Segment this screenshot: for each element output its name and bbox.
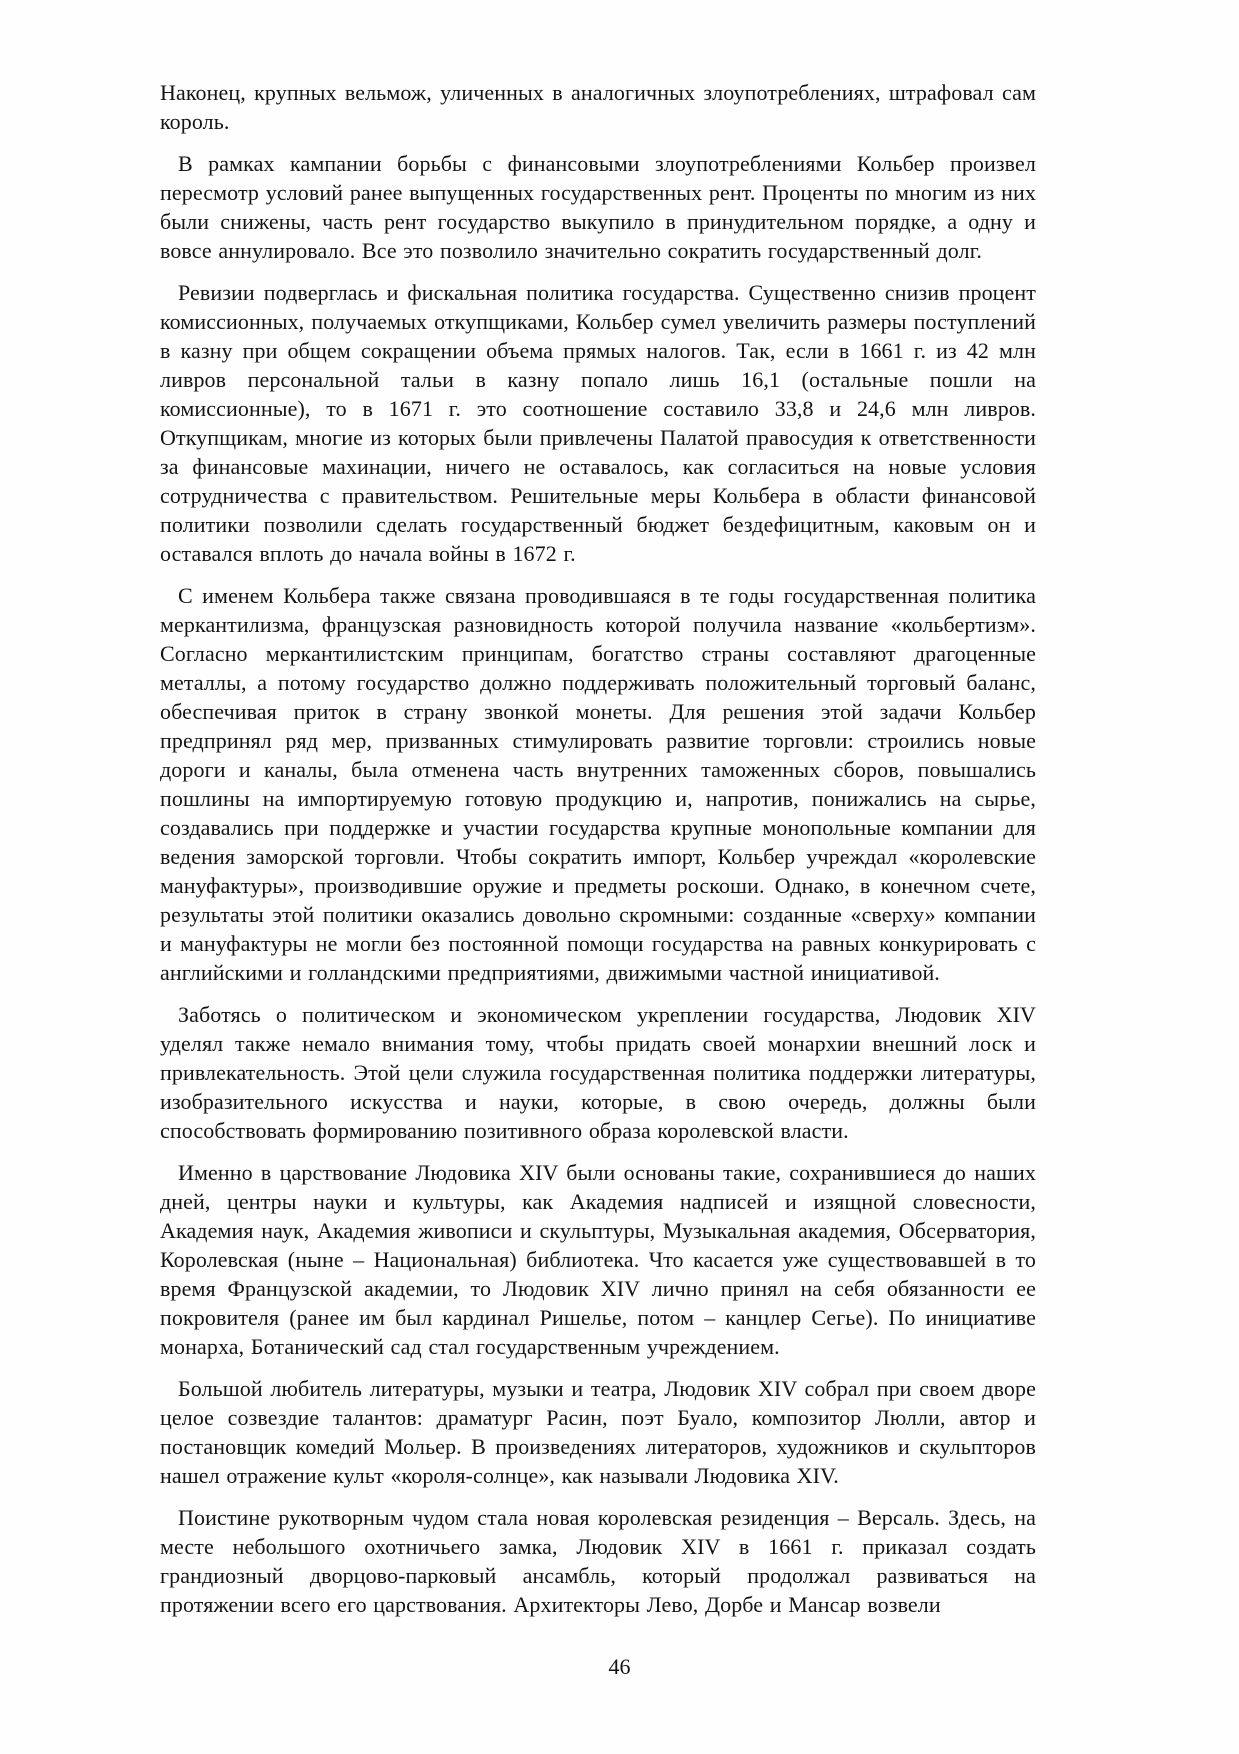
paragraph: В рамках кампании борьбы с финансовыми злоупотреблениями Кольбер произвел пересмотр условий ранее выпущенных государственных рент. Проценты по многим из них были снижены, часть рент государство выкупило в принудительном порядке, а одну и вовсе аннулировало. Все это позволило значительно сократить государственный долг. xyxy=(160,151,1036,263)
page-number: 46 xyxy=(608,1654,631,1679)
paragraph: Именно в царствование Людовика XIV были основаны такие, сохранившиеся до наших дней, центры науки и культуры, как Академия надписей и изящной словесности, Академия наук, Академия живописи и скульптуры, Музыкальная академия, Обсерватория, Королевская (ныне – Национальная) библиотека. Что касается уже существовавшей в то время Французской академии, то Людовик XIV лично принял на себя обязанности ее покровителя (ранее им был кардинал Ришелье, потом – канцлер Сегье). По инициативе монарха, Ботанический сад стал государственным учреждением. xyxy=(160,1160,1036,1359)
text-block xyxy=(160,78,1036,1632)
paragraph: Поистине рукотворным чудом стала новая королевская резиденция – Версаль. Здесь, на месте небольшого охотничьего замка, Людовик XIV в 1661 г. приказал создать грандиозный дворцово-парковый ансамбль, который продолжал развиваться на протяжении всего его царствования. Архитекторы Лево, Дорбе и Мансар возвели xyxy=(160,1505,1036,1617)
paragraph: Заботясь о политическом и экономическом укреплении государства, Людовик XIV уделял также немало внимания тому, чтобы придать своей монархии внешний лоск и привлекательность. Этой цели служила государственная политика поддержки литературы, изобразительного искусства и науки, которые, в свою очередь, должны были способствовать формированию позитивного образа королевской власти. xyxy=(160,1002,1036,1143)
paragraph: С именем Кольбера также связана проводившаяся в те годы государственная политика меркантилизма, французская разновидность которой получила название «кольбертизм». Согласно меркантилистским принципам, богатство страны составляют драгоценные металлы, а потому государство должно поддерживать положительный торговый баланс, обеспечивая приток в страну звонкой монеты. Для решения этой задачи Кольбер предпринял ряд мер, призванных стимулировать развитие торговли: строились новые дороги и каналы, была отменена часть внутренних таможенных сборов, повышались пошлины на импортируемую готовую продукцию и, напротив, понижались на сырье, создавались при поддержке и участии государства крупные монопольные компании для ведения заморской торговли. Чтобы сократить импорт, Кольбер учреждал «королевские мануфактуры», производившие оружие и предметы роскоши. Однако, в конечном счете, результаты этой политики оказались довольно скромными: созданные «сверху» компании и мануфактуры не могли без постоянной помощи государства на равных конкурировать с английскими и голландскими предприятиями, движимыми частной инициативой. xyxy=(160,583,1036,985)
paragraph: Ревизии подверглась и фискальная политика государства. Существенно снизив процент комиссионных, получаемых откупщиками, Кольбер сумел увеличить размеры поступлений в казну при общем сокращении объема прямых налогов. Так, если в 1661 г. из 42 млн ливров персональной тальи в казну попало лишь 16,1 (остальные пошли на комиссионные), то в 1671 г. это соотношение составило 33,8 и 24,6 млн ливров. Откупщикам, многие из которых были привлечены Палатой правосудия к ответственности за финансовые махинации, ничего не оставалось, как согласиться на новые условия сотрудничества с правительством. Решительные меры Кольбера в области финансовой политики позволили сделать государственный бюджет бездефицитным, каковым он и оставался вплоть до начала войны в 1672 г. xyxy=(160,280,1036,566)
paragraph: Большой любитель литературы, музыки и театра, Людовик XIV собрал при своем дворе целое созвездие талантов: драматург Расин, поэт Буало, композитор Люлли, автор и постановщик комедий Мольер. В произведениях литераторов, художников и скульпторов нашел отражение культ «короля-солнце», как называли Людовика XIV. xyxy=(160,1376,1036,1488)
paragraph: Наконец, крупных вельмож, уличенных в аналогичных злоупотреблениях, штрафовал сам король. xyxy=(160,80,1036,134)
